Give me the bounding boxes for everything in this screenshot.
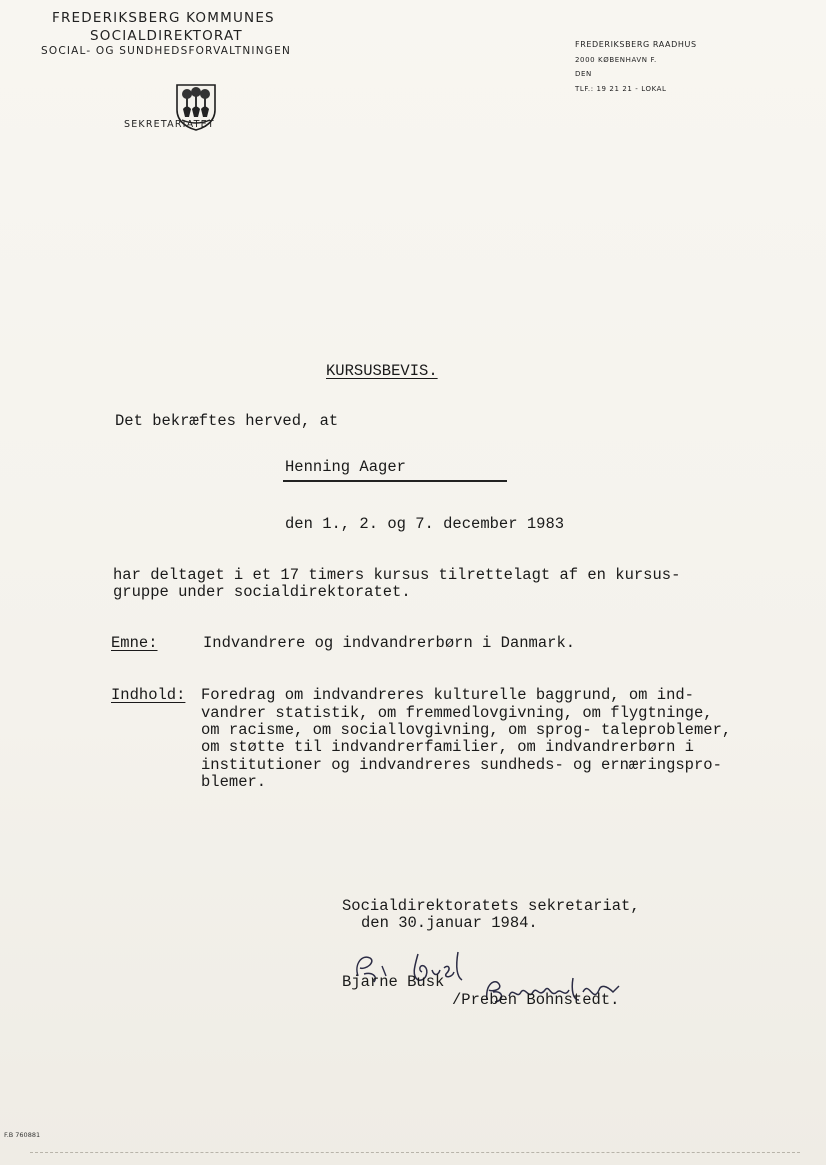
content-line-5: institutioner og indvandreres sundheds- og ernæringspro- <box>201 756 722 774</box>
name-underline <box>283 480 507 482</box>
body-line-1: har deltaget i et 17 timers kursus tilrettelagt af en kursus- <box>113 566 681 584</box>
department-name: SEKRETARIATET <box>124 119 215 130</box>
content-line-6: blemer. <box>201 773 267 791</box>
content-line-2: vandrer statistik, om fremmedlovgivning, om flygtninge, <box>201 704 713 722</box>
content-line-3: om racisme, om sociallovgivning, om sprog- taleproblemer, <box>201 721 732 739</box>
recipient-name: Henning Aager <box>285 458 406 476</box>
content-label: Indhold: <box>111 686 186 704</box>
address-line-2: 2000 KØBENHAVN F. <box>575 56 657 64</box>
content-line-4: om støtte til indvandrerfamilier, om indvandrerbørn i <box>201 738 694 756</box>
address-line-3: DEN <box>575 70 592 78</box>
letterhead-line-3: SOCIAL- OG SUNDHEDSFORVALTNINGEN <box>41 45 292 57</box>
subject-value: Indvandrere og indvandrerbørn i Danmark. <box>203 634 576 652</box>
closing-office: Socialdirektoratets sekretariat, <box>342 897 640 915</box>
bottom-edge-mark <box>30 1152 800 1154</box>
body-line-2: gruppe under socialdirektoratet. <box>113 583 411 601</box>
letterhead-line-1: FREDERIKSBERG KOMMUNES <box>52 10 275 26</box>
form-reference: F.B 760881 <box>4 1131 41 1139</box>
address-line-1: FREDERIKSBERG RAADHUS <box>575 40 697 49</box>
coat-of-arms-icon <box>156 64 200 114</box>
letterhead-line-2: SOCIALDIREKTORAT <box>90 28 243 44</box>
closing-date: den 30.januar 1984. <box>361 914 538 932</box>
content-line-1: Foredrag om indvandreres kulturelle baggrund, om ind- <box>201 686 694 704</box>
intro-text: Det bekræftes herved, at <box>115 412 339 430</box>
signature-bohnstedt <box>455 952 615 996</box>
signer-1: Bjarne Busk <box>342 973 445 991</box>
signature-busk <box>330 928 470 972</box>
subject-label: Emne: <box>111 634 158 652</box>
address-line-4: TLF.: 19 21 21 - LOKAL <box>575 85 667 93</box>
certificate-title: KURSUSBEVIS. <box>326 362 438 380</box>
course-dates: den 1., 2. og 7. december 1983 <box>285 515 565 533</box>
signer-2: /Preben Bohnstedt. <box>452 991 620 1009</box>
